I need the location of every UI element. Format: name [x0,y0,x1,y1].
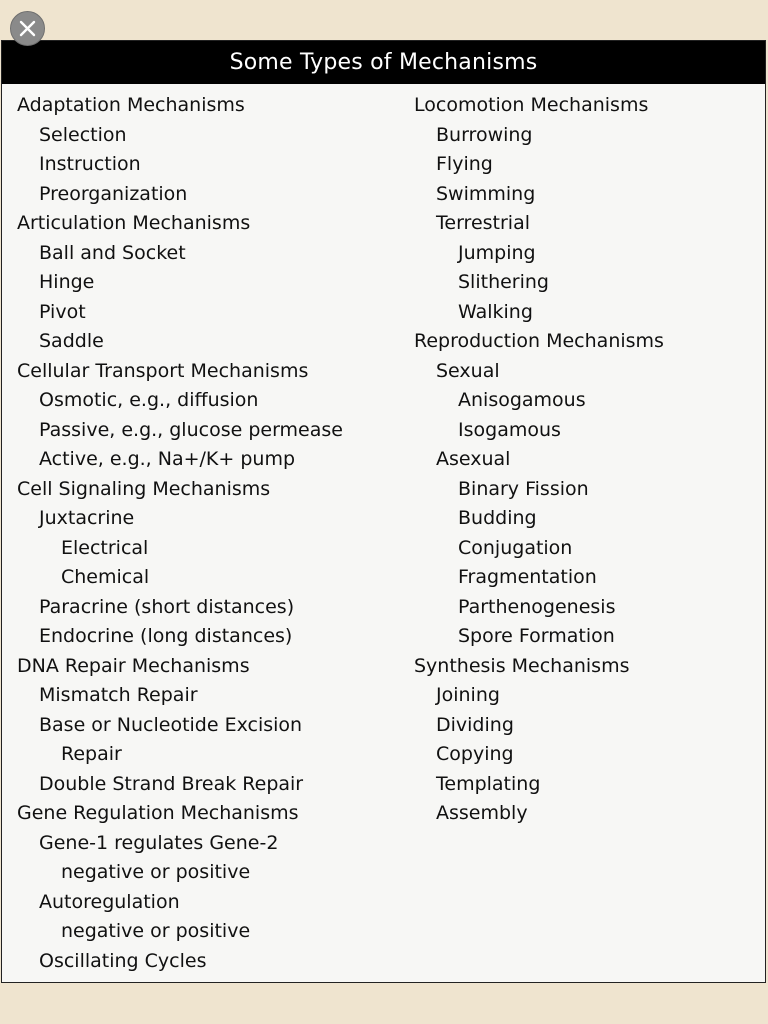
list-item: Osmotic, e.g., diffusion [39,389,259,411]
list-item: Walking [458,300,533,323]
list-item: Paracrine (short distances) [39,595,295,618]
list-item: Sexual [436,359,500,382]
category-heading: Reproduction Mechanisms [414,330,664,352]
list-item: Copying [436,743,514,765]
list-item: Autoregulation [39,890,180,913]
list-item: Anisogamous [458,389,586,411]
list-item: Ball and Socket [39,241,186,264]
list-item: Endocrine (long distances) [39,625,293,647]
category-heading: DNA Repair Mechanisms [17,654,250,677]
mechanisms-table [1,40,766,983]
list-item: Hinge [39,271,95,293]
list-item: Templating [436,772,541,795]
list-item: Conjugation [458,536,573,559]
list-item: Binary Fission [458,477,589,500]
category-heading: Cellular Transport Mechanisms [17,359,309,382]
list-item: Saddle [39,330,104,352]
list-item: Joining [436,684,500,706]
table-title: Some Types of Mechanisms [2,41,765,84]
list-item: Gene-1 regulates Gene-2 [39,831,279,854]
category-heading: Locomotion Mechanisms [414,94,649,116]
list-item: Budding [458,507,537,529]
list-item: Active, e.g., Na+/K+ pump [39,448,296,470]
list-item: Asexual [436,448,511,470]
list-item: Dividing [436,713,514,736]
list-item: Jumping [458,241,536,264]
list-item: Chemical [61,566,150,588]
list-item: Base or Nucleotide Excision [39,713,303,736]
list-item: Flying [436,153,493,175]
category-heading: Articulation Mechanisms [17,212,251,234]
list-item: Terrestrial [436,212,530,234]
list-item: Instruction [39,153,141,175]
list-item: Selection [39,123,127,146]
list-item: Burrowing [436,123,533,146]
list-item: Mismatch Repair [39,684,198,706]
list-item: Slithering [458,271,549,293]
list-item: Double Strand Break Repair [39,772,304,795]
list-item: Passive, e.g., glucose permease [39,418,343,441]
list-item: negative or positive [61,920,251,942]
category-heading: Synthesis Mechanisms [414,654,630,677]
list-item: Parthenogenesis [458,595,616,618]
list-item: negative or positive [61,861,251,883]
list-item: Juxtacrine [39,507,135,529]
list-item: Oscillating Cycles [39,949,207,972]
list-item: Assembly [436,802,528,824]
list-item: Pivot [39,300,86,323]
right-column [414,91,664,829]
list-item: Repair [61,743,122,765]
list-item: Fragmentation [458,566,597,588]
category-heading: Cell Signaling Mechanisms [17,477,271,500]
category-heading: Adaptation Mechanisms [17,94,245,116]
list-item: Electrical [61,536,149,559]
category-heading: Gene Regulation Mechanisms [17,802,299,824]
list-item: Swimming [436,182,536,205]
list-item: Spore Formation [458,625,615,647]
close-icon [18,19,37,38]
left-column [17,91,343,976]
list-item: Isogamous [458,418,561,441]
list-item: Preorganization [39,182,188,205]
close-button[interactable] [10,11,45,46]
